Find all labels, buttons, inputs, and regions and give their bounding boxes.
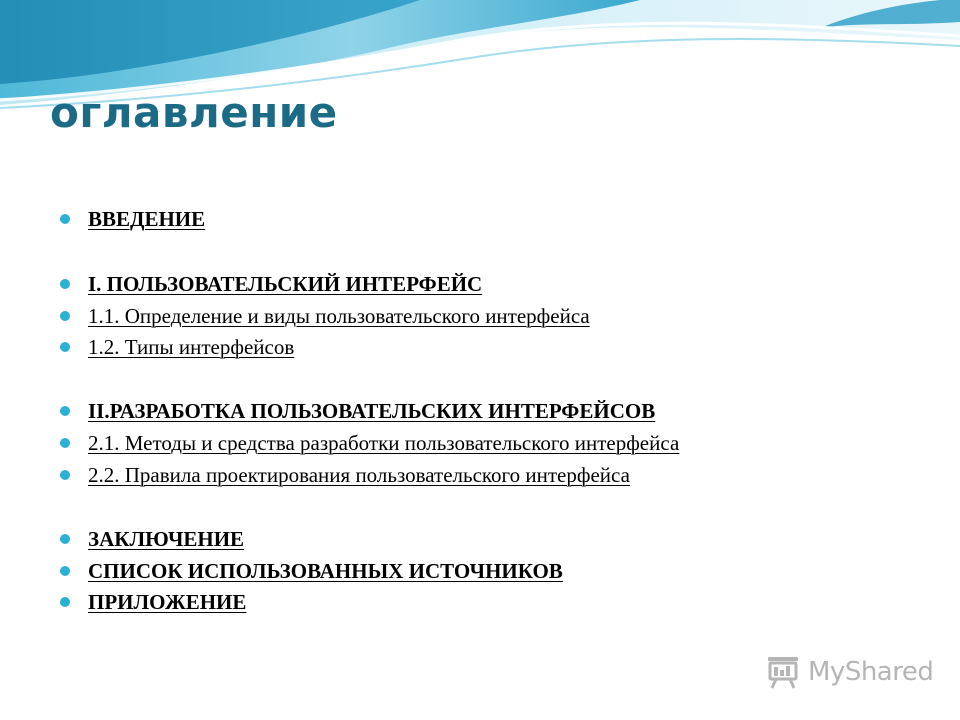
toc-link-section-2-2[interactable]: 2.2. Правила проектирования пользовательского интерфейса (88, 463, 630, 487)
toc-link-section-1-2[interactable]: 1.2. Типы интерфейсов (88, 335, 295, 359)
toc-item-chapter-2 (88, 397, 655, 425)
toc-item-chapter-1 (88, 270, 482, 298)
presentation-board-icon (764, 655, 802, 689)
toc-link-section-1-1[interactable]: 1.1. Определение и виды пользовательского интерфейса (88, 304, 590, 328)
toc-link-references[interactable]: СПИСОК ИСПОЛЬЗОВАННЫХ ИСТОЧНИКОВ (88, 559, 563, 583)
toc-link-appendix[interactable]: ПРИЛОЖЕНИЕ (88, 590, 247, 614)
toc-item-conclusion (88, 525, 244, 553)
watermark (764, 654, 933, 690)
toc-link-introduction[interactable]: ВВЕДЕНИЕ (88, 207, 206, 231)
toc-item-section-1-2 (88, 333, 294, 361)
toc-item-section-2-1 (88, 429, 679, 457)
toc-item-appendix (88, 588, 246, 616)
watermark-text: MyShared (808, 657, 934, 687)
toc-link-section-2-1[interactable]: 2.1. Методы и средства разработки пользовательского интерфейса (88, 431, 680, 455)
toc-link-chapter-2[interactable]: II.РАЗРАБОТКА ПОЛЬЗОВАТЕЛЬСКИХ ИНТЕРФЕЙСОВ (88, 399, 656, 423)
toc-item-introduction (88, 205, 205, 233)
toc-link-conclusion[interactable]: ЗАКЛЮЧЕНИЕ (88, 527, 245, 551)
toc-item-section-2-2 (88, 461, 630, 489)
toc-link-chapter-1[interactable]: I. ПОЛЬЗОВАТЕЛЬСКИЙ ИНТЕРФЕЙС (88, 272, 483, 296)
toc-item-references (88, 557, 563, 585)
page-title: оглавление (50, 88, 338, 137)
toc-item-section-1-1 (88, 302, 590, 330)
